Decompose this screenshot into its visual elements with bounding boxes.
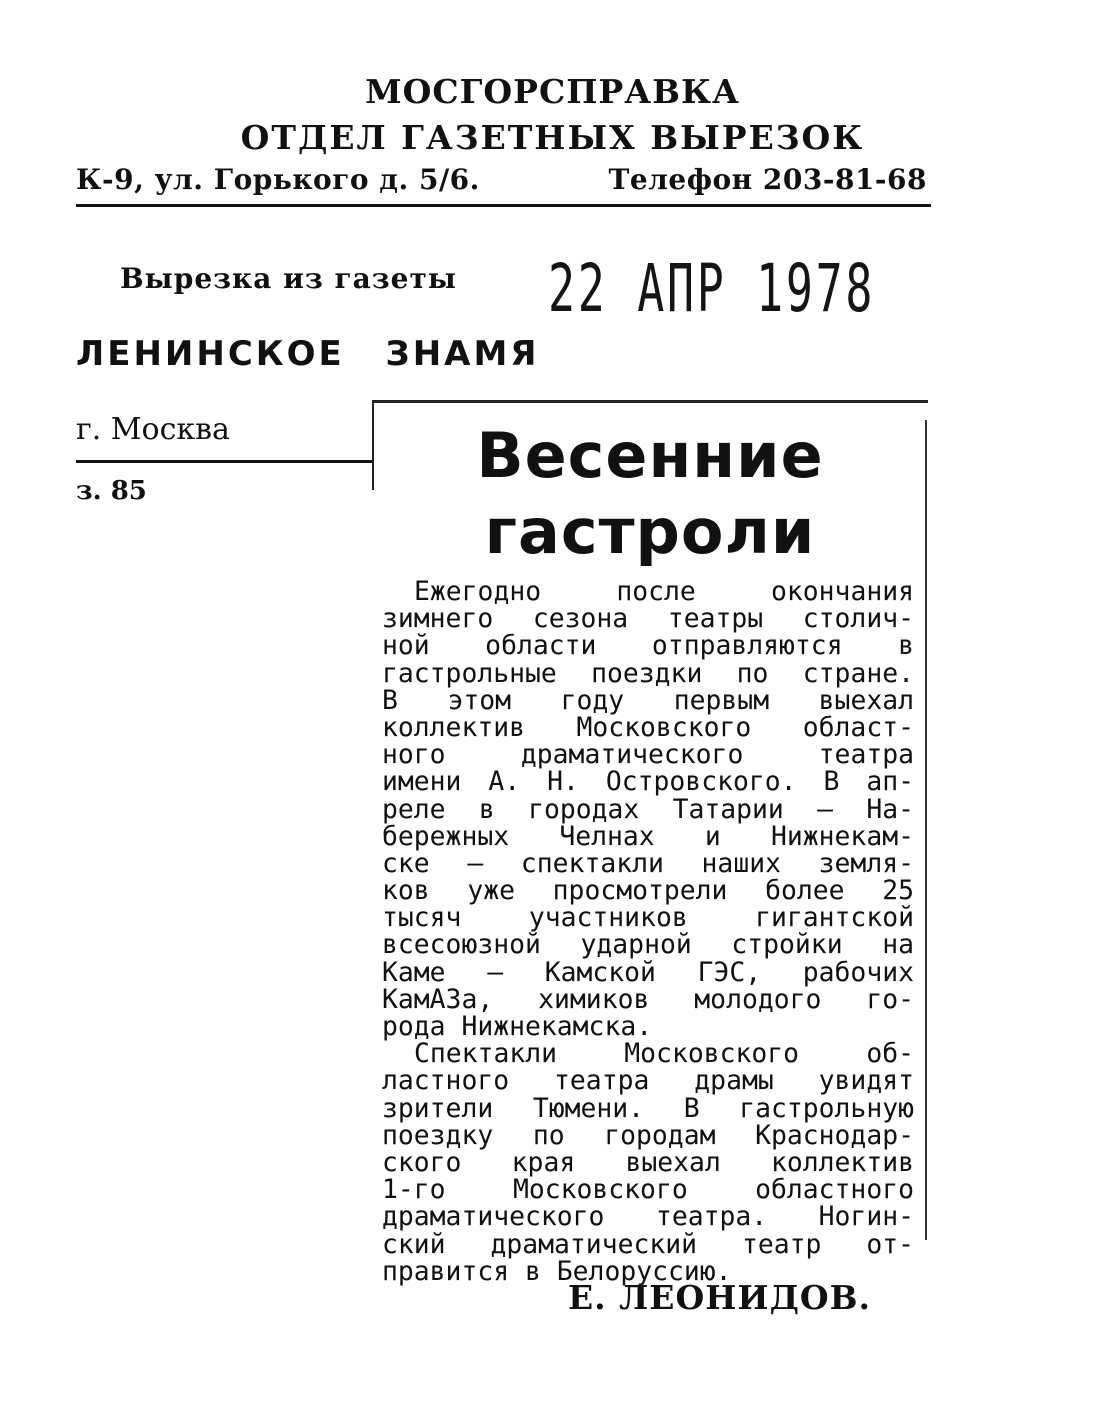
article-line: ский драматический театр от- <box>382 1228 914 1260</box>
article-line: ластного театра драмы увидят <box>382 1065 914 1097</box>
article-line: ного драматического театра <box>382 739 914 771</box>
phone-text: Телефон 203-81-68 <box>608 163 927 196</box>
article-line: ков уже просмотрели более 25 <box>382 875 914 907</box>
article-body <box>382 578 914 1285</box>
article-line: 1-го Московского областного <box>382 1174 914 1206</box>
date-stamp: 22 АПР 1978 <box>548 250 876 327</box>
city-text: г. Москва <box>76 412 230 447</box>
organization-title: МОСГОРСПРАВКА <box>365 72 740 111</box>
article-line: ске — спектакли наших земля- <box>382 847 914 879</box>
article-line: В этом году первым выехал <box>382 684 914 716</box>
article-line: рода Нижнекамска. <box>382 1011 653 1042</box>
article-line: Каме — Камской ГЭС, рабочих <box>382 956 914 988</box>
header-divider <box>76 204 931 207</box>
article-line: поездку по городам Краснодар- <box>382 1119 914 1151</box>
article-line: гастрольные поездки по стране. <box>382 657 914 689</box>
department-title: ОТДЕЛ ГАЗЕТНЫХ ВЫРЕЗОК <box>240 118 865 157</box>
article-line: правится в Белоруссию. <box>382 1255 732 1287</box>
clipping-border-right <box>925 420 927 1240</box>
article-line: драматического театра. Ногин- <box>382 1201 914 1233</box>
city-divider <box>76 460 372 463</box>
issue-number: з. 85 <box>76 476 147 506</box>
article-line: тысяч участников гигантской <box>382 902 914 934</box>
article-headline <box>380 418 920 570</box>
article-line: ной области отправляются в <box>382 630 914 662</box>
article-line: всесоюзной ударной стройки на <box>382 929 914 961</box>
article-line: Спектакли Московского об- <box>414 1038 914 1070</box>
clip-source-label: Вырезка из газеты <box>120 262 457 295</box>
article-line: Ежегодно после окончания <box>414 576 914 607</box>
clipping-border-top <box>372 400 928 403</box>
article-line: имени А. Н. Островского. В ап- <box>382 766 914 798</box>
article-line: зимнего сезона театры столич- <box>382 603 914 635</box>
article-line: коллектив Московского област- <box>382 711 914 743</box>
article-author: Е. ЛЕОНИДОВ. <box>568 1278 872 1317</box>
clipping-border-left <box>372 400 374 490</box>
article-line: зрители Тюмени. В гастрольную <box>382 1092 914 1124</box>
article-line: бережных Челнах и Нижнекам- <box>382 820 914 852</box>
article-line: ского края выехал коллектив <box>382 1146 914 1178</box>
headline-line-2: гастроли <box>484 495 816 568</box>
article-line: КамАЗа, химиков молодого го- <box>382 983 914 1015</box>
newspaper-name: ЛЕНИНСКОЕ ЗНАМЯ <box>76 334 540 374</box>
headline-line-1: Весенние <box>476 419 824 492</box>
address-text: К-9, ул. Горького д. 5/6. <box>76 163 480 196</box>
article-line: реле в городах Татарии — На- <box>382 793 914 825</box>
